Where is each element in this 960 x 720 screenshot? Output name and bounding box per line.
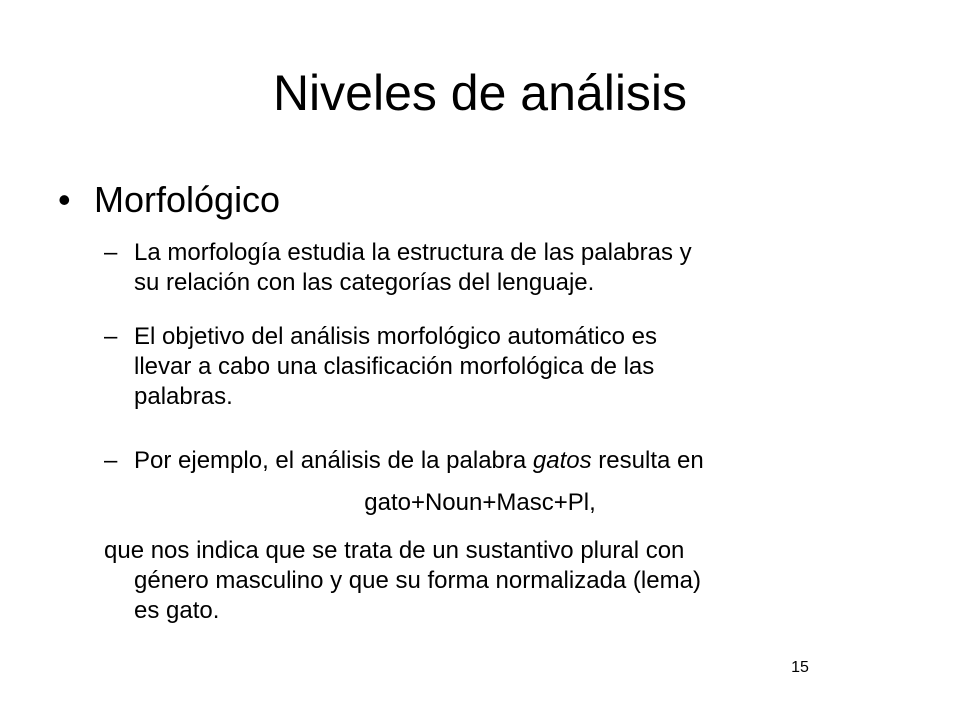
sub-item-line <box>104 446 904 476</box>
example-text-after: resulta en <box>591 447 704 474</box>
page-number: 15 <box>791 659 809 676</box>
bullet-morfologico <box>58 176 280 224</box>
explanation-line: género masculino y que su forma normalizada (lema) <box>134 567 701 594</box>
example-word: gatos <box>532 447 592 474</box>
explanation-line: que nos indica que se trata de un sustantivo plural con <box>104 537 685 564</box>
sub-item-line: La morfología estudia la estructura de las palabras y <box>134 239 692 266</box>
sub-item-line: palabras. <box>134 383 233 410</box>
sub-item-line: El objetivo del análisis morfológico automático es <box>134 323 657 350</box>
explanation-line: es gato. <box>134 597 220 624</box>
sub-item-marker: – <box>104 323 118 350</box>
sub-item-marker: – <box>104 447 118 474</box>
example-text-before: Por ejemplo, el análisis de la palabra <box>134 447 533 474</box>
sub-item-objective <box>104 322 904 412</box>
slide-title: Niveles de análisis <box>272 65 688 121</box>
sub-item-definition <box>104 238 904 298</box>
explanation <box>104 536 904 626</box>
bullet-marker: • <box>58 179 71 220</box>
sub-item-line: llevar a cabo una clasificación morfológica de las <box>134 353 655 380</box>
analysis-result: gato+Noun+Masc+Pl, <box>364 489 596 516</box>
sub-item-line: su relación con las categorías del lenguaje. <box>134 269 595 296</box>
sub-item-marker: – <box>104 239 118 266</box>
bullet-label: Morfológico <box>94 179 281 220</box>
sub-item-example <box>104 446 904 476</box>
